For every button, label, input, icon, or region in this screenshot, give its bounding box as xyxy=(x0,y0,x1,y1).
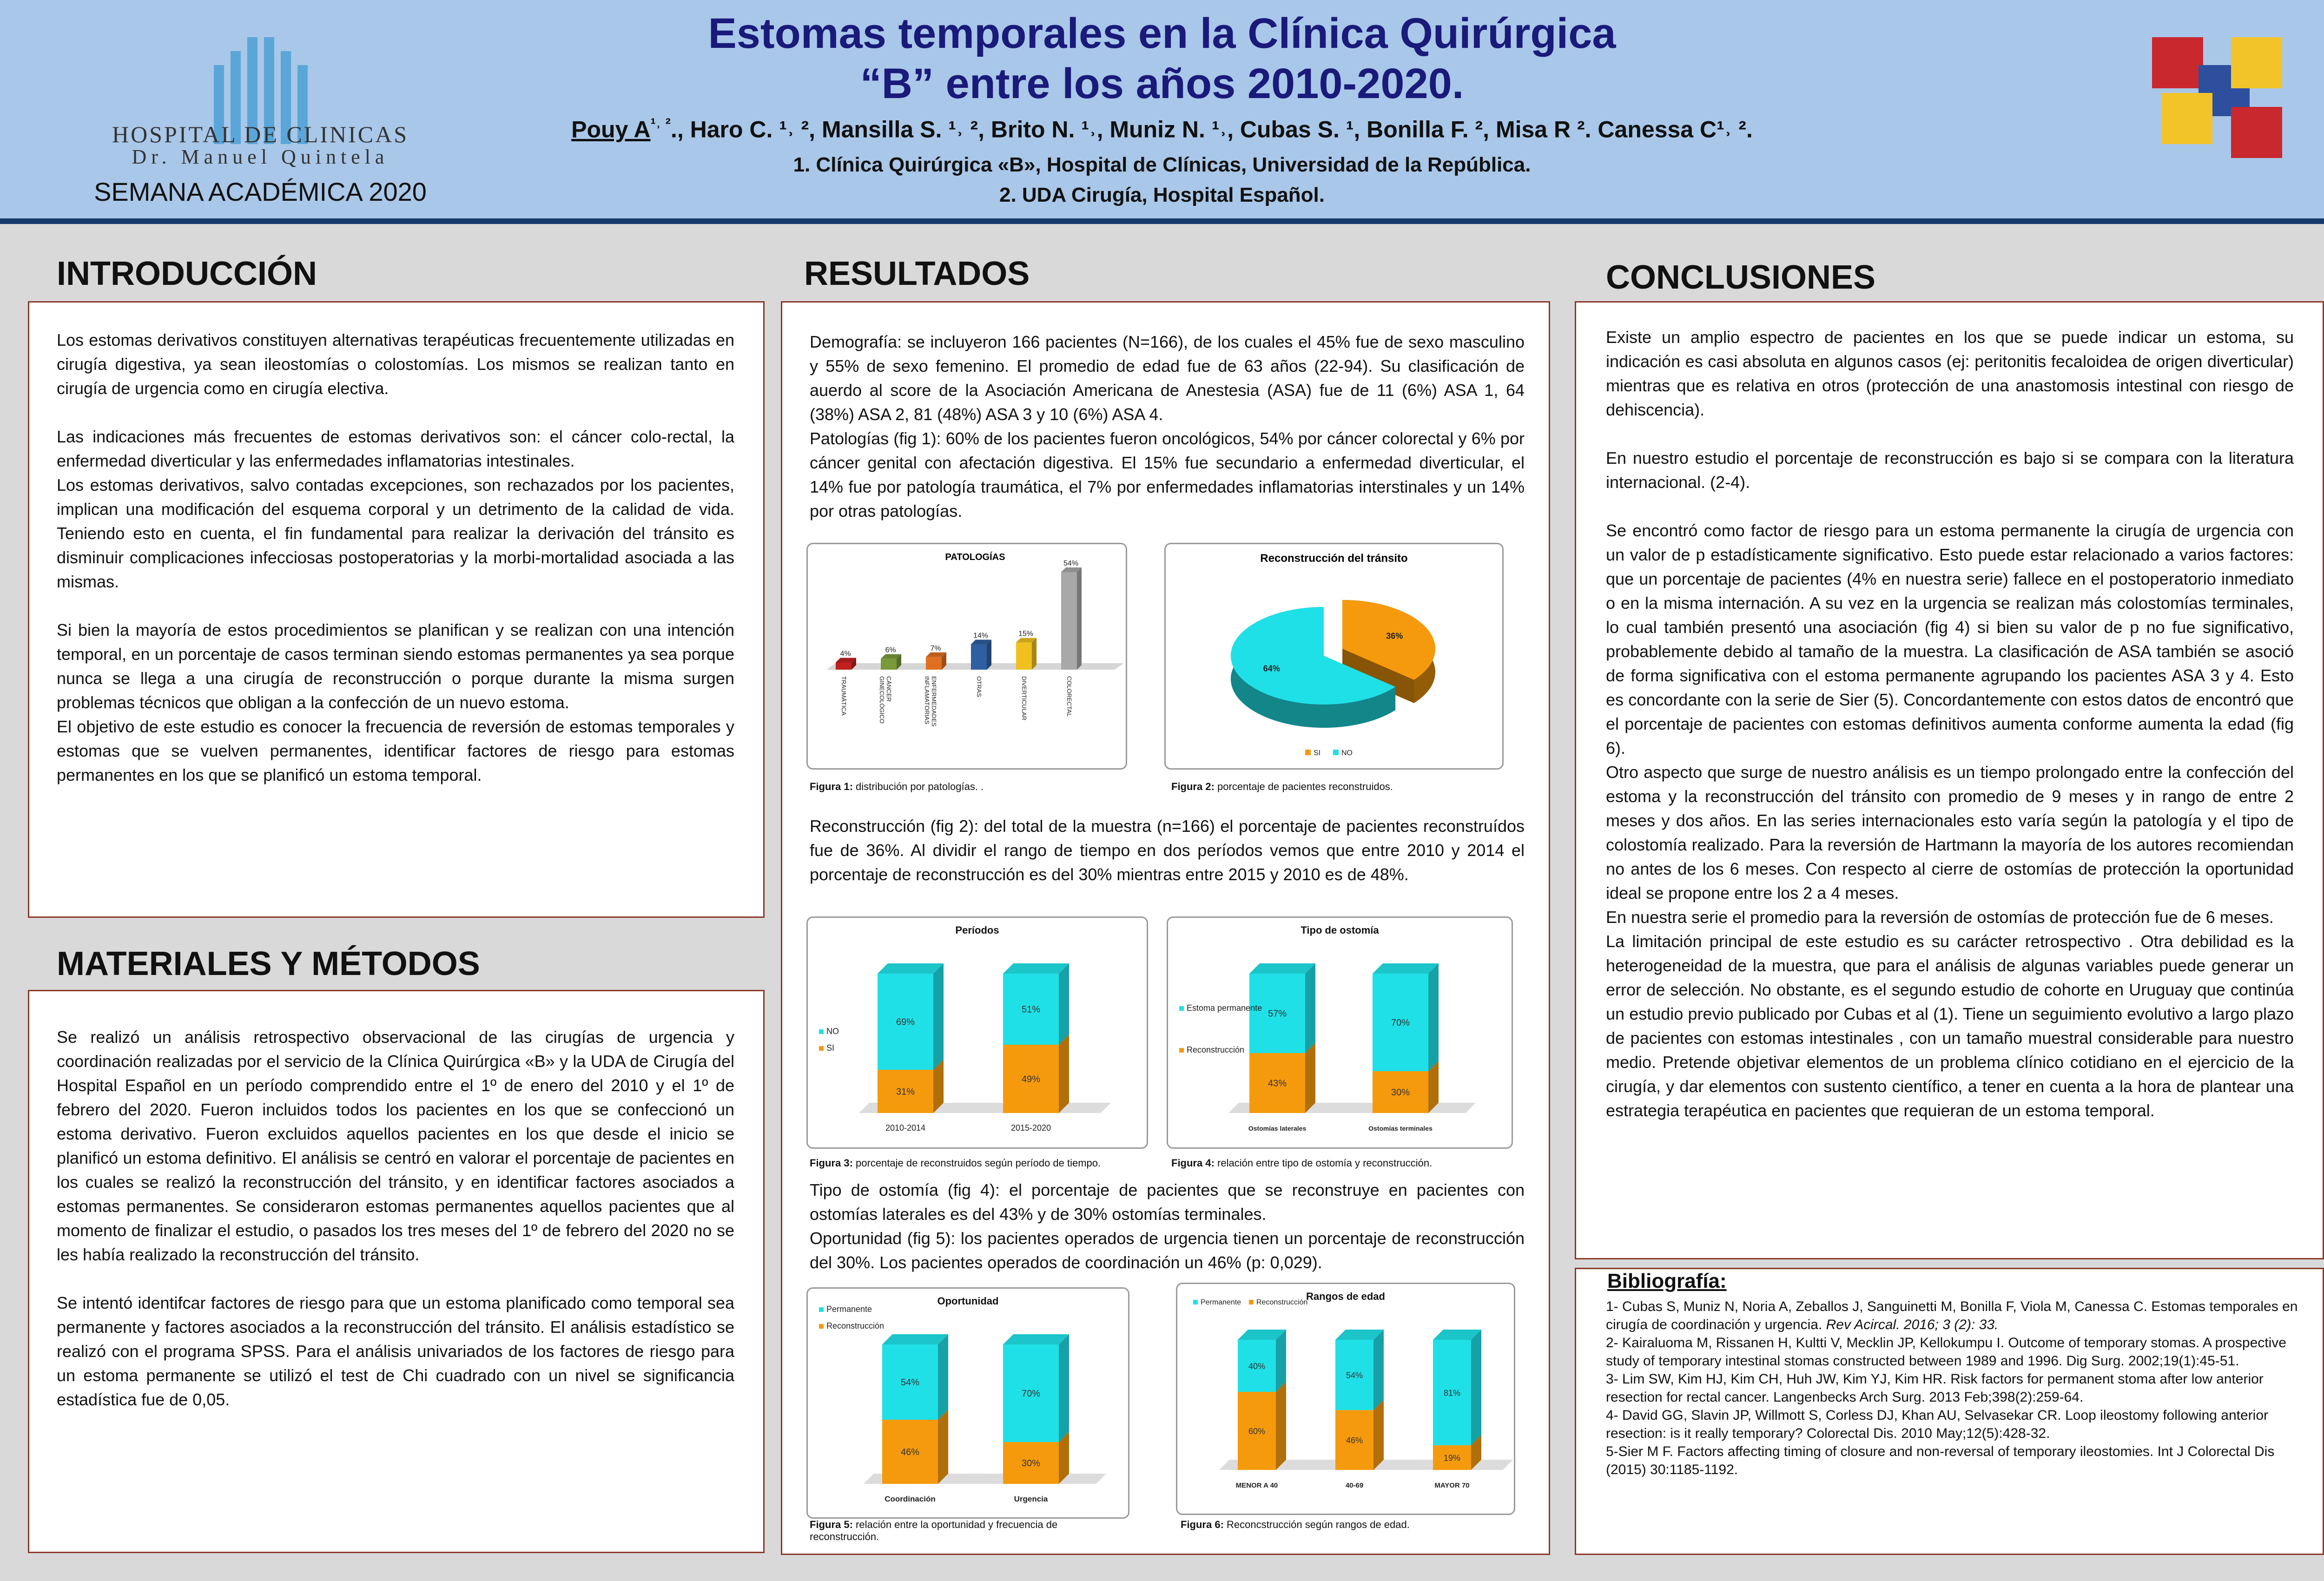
poster-title xyxy=(558,8,1766,109)
caption-text: porcentaje de pacientes reconstruidos. xyxy=(1214,781,1393,792)
legend-swatch xyxy=(819,1307,824,1312)
first-author-affil: ¹˒ ² xyxy=(650,115,671,133)
tipo-chart-svg xyxy=(1168,918,1512,1147)
data-label: 54% xyxy=(1346,1370,1363,1380)
pat-bar xyxy=(926,657,942,670)
category-label: 2015-2020 xyxy=(1010,1123,1051,1133)
figure-4-chart xyxy=(1167,916,1513,1149)
data-label: 7% xyxy=(930,644,941,652)
pat-bar xyxy=(836,662,852,670)
category-label-line: DIVERTICULAR xyxy=(1021,676,1028,721)
bibliography-item xyxy=(1606,1406,2303,1443)
bibliography-title: Bibliografía: xyxy=(1607,1270,1727,1292)
legend-label: Permanente xyxy=(826,1304,872,1314)
caption-text: distribución por patologías. . xyxy=(852,781,984,792)
results-paragraph: Reconstrucción (fig 2): del total de la muestra (n=166) el porcentaje de pacientes reconstruídos fue de 36%. Al dividir el rango de tiempo en dos períodos vemos que entre 2010 y 2014 el porcentaje de reconstrucción es del 30% mientras entre 2015 y 2010 es de 48%. xyxy=(810,817,1525,884)
figure-2-chart xyxy=(1164,543,1504,770)
bibliography-list xyxy=(1606,1298,2303,1479)
category-label-line: INFLAMATORIAS xyxy=(924,676,931,725)
bar-side xyxy=(933,963,944,1070)
bar-side xyxy=(1305,963,1315,1053)
bar-side xyxy=(1276,1382,1286,1470)
bibliography-item-text: 1- Cubas S, Muniz N, Noria A, Zeballos J, Sanguinetti M, Bonilla F, Viola M, Canessa C. Estomas temporales en cirugía de coordinación y urgencia. xyxy=(1606,1299,2298,1332)
chart-title: Reconstrucción del tránsito xyxy=(1260,552,1408,565)
figure-2-caption xyxy=(1171,781,1497,793)
edad-chart-svg xyxy=(1177,1284,1514,1514)
other-authors: ., Haro C. ¹˒ ², Mansilla S. ¹˒ ², Brito N. ¹˒, Muniz N. ¹˒, Cubas S. ¹, Bonilla F. ², Misa R ². Canessa C¹˒ ². xyxy=(670,116,1753,143)
intro-text xyxy=(57,328,734,787)
bar-side xyxy=(1059,1034,1069,1113)
chart-title: Rangos de edad xyxy=(1306,1291,1385,1302)
results-paragraph: Oportunidad (fig 5): los pacientes operados de urgencia tienen un porcentaje de reconstrucción del 30%. Los pacientes operados de coordinación un 46% (p: 0,029). xyxy=(810,1229,1525,1272)
bibliography-item xyxy=(1606,1443,2303,1479)
bar-top xyxy=(1003,1334,1069,1344)
results-text-bottom xyxy=(810,1178,1525,1275)
bar-side xyxy=(1059,1334,1069,1442)
bar-side xyxy=(1305,1043,1315,1113)
data-label: 54% xyxy=(900,1377,920,1388)
bibliography-item xyxy=(1606,1334,2303,1370)
conclusions-paragraph: Existe un amplio espectro de pacientes en los que se puede indicar un estoma, su indicación es casi absoluta en algunos casos (ej: peritonitis fecaloidea de origen diverticular) mientras que es relativa en otros (protección de una anastomosis intestinal con riesgo de dehiscencia). xyxy=(1606,328,2294,419)
bar-top xyxy=(1003,963,1069,974)
category-label xyxy=(924,676,938,727)
figure-4-caption xyxy=(1171,1157,1506,1169)
category-label: MENOR A 40 xyxy=(1235,1482,1278,1489)
bar-top xyxy=(1373,963,1439,974)
conclusions-paragraph: Otro aspecto que surge de nuestro análisis es un tiempo prolongado entre la confección del estoma y la reconstrucción del tránsito con promedio de 9 meses y in rango de entre 2 meses y dos años. En las series internacionales esto varía según la patología y el tipo de colostomía realizado. Para la reversión de Hartmann la mayoría de los autores recomiendan no antes de los 6 meses. Con respecto al cierre de ostomías de protección la oportunidad ideal se propone entre los 2 a 4 meses. xyxy=(1606,763,2294,902)
bibliography-item xyxy=(1606,1298,2303,1334)
figure-1-chart xyxy=(806,543,1127,770)
pat-bar xyxy=(971,645,987,670)
pie-label: 64% xyxy=(1263,664,1280,673)
patologias-bars xyxy=(826,560,1124,727)
bibliography-item-text: 5-Sier M F. Factors affecting timing of closure and non-reversal of temporary ileostomies. Int J Colorectal Dis (2015) 30:1185-1192. xyxy=(1606,1444,2275,1477)
bibliography-title-text: Bibliografía xyxy=(1607,1270,1720,1292)
data-label: 81% xyxy=(1443,1388,1461,1398)
bar-top xyxy=(878,963,944,974)
caption-label: Figura 4: xyxy=(1171,1157,1215,1169)
bar-top xyxy=(882,1334,948,1344)
caption-label: Figura 6: xyxy=(1181,1519,1224,1530)
patologias-chart-svg xyxy=(808,544,1126,768)
bar-top xyxy=(1249,963,1315,974)
intro-paragraph: Los estomas derivativos constituyen alternativas terapéuticas frecuentemente utilizadas en cirugía digestiva, ya sean ileostomías o colostomías. Los mismos se realizan tanto en cirugía de urgencia como en cirugía electiva. xyxy=(57,330,734,398)
authors xyxy=(511,115,1813,143)
category-label xyxy=(1021,676,1028,720)
legend-label: Reconstrucción xyxy=(826,1321,885,1331)
conclusions-paragraph: En nuestro estudio el porcentaje de reconstrucción es bajo si se compara con la literatura internacional. (2-4). xyxy=(1606,448,2294,492)
pie-label: 36% xyxy=(1386,631,1403,641)
legend-label: Reconstrucción xyxy=(1256,1298,1308,1306)
figure-3-caption xyxy=(810,1157,1135,1169)
legend-swatch xyxy=(1179,1048,1184,1053)
bar-side xyxy=(1471,1330,1481,1445)
figure-1-caption xyxy=(810,781,1089,793)
bibliography-item-text: 2- Kairaluoma M, Rissanen H, Kultti V, Mecklin JP, Kellokumpu I. Outcome of temporary stomas. A prospective study of temporary intestinal stomas constructed between 1989 and 1996. Dig Surg. 2002;19(1):45-51. xyxy=(1606,1335,2286,1369)
legend-swatch xyxy=(1249,1300,1254,1304)
category-label-line: OTRAS xyxy=(976,676,983,697)
pat-bar-side xyxy=(1077,567,1082,670)
category-label: Ostomías laterales xyxy=(1248,1125,1307,1132)
bibliography-item-text: 3- Lim SW, Kim HJ, Kim CH, Huh JW, Kim YJ, Kim HR. Risk factors for permanent stoma after low anterior resection for rectal cancer. Langenbecks Arch Surg. 2013 Feb;398(2):259-64. xyxy=(1606,1371,2264,1405)
conclusions-paragraph: En nuestra serie el promedio para la reversión de ostomías de protección fue de 6 meses. xyxy=(1606,908,2274,927)
legend-label: NO xyxy=(826,1027,839,1036)
intro-paragraph: Las indicaciones más frecuentes de estomas derivativos son: el cáncer colo-rectal, la enfermedad diverticular y las enfermedades inflamatorias intestinales. xyxy=(57,427,734,470)
reconstruccion-chart-svg xyxy=(1166,544,1502,768)
conclusions-text xyxy=(1606,325,2294,1123)
data-label: 40% xyxy=(1248,1362,1266,1371)
title-line-1: Estomas temporales en la Clínica Quirúrgica xyxy=(708,10,1616,57)
category-label: 2010-2014 xyxy=(885,1123,926,1133)
legend-label: Reconstrucción xyxy=(1187,1045,1245,1054)
legend-label: SI xyxy=(1314,749,1321,757)
category-label-line: CÁNCER xyxy=(885,676,892,702)
category-label-line: GINECOLÓGICO xyxy=(878,676,885,724)
results-text-top xyxy=(810,330,1525,523)
oportunidad-chart-svg xyxy=(808,1289,1128,1517)
methods-paragraph: Se realizó un análisis retrospectivo observacional de las cirugías de urgencia y coordinación realizadas por el servicio de la Clínica Quirúrgica «B» y la UDA de Cirugía del Hospital Español en un período comprendido entre el 1º de enero del 2010 y el 1º de febrero del 2020. Fueron incluidos todos los pacientes en los que se confeccionó un estoma derivativo. Fueron excluidos aquellos pacientes en los que desde el inicio se planificó un estoma definitivo. El análisis se centró en valorar el porcentaje de pacientes en los cuales se realizó la reconstrucción del tránsito, y en identificar factores asociados a estomas permanentes. Se consideraron estomas permanentes aquellos pacientes que al momento de finalizar el estudio, o pasados los tres meses del 1º de febrero del 2020 no se les había realizado la reconstrucción del tránsito. xyxy=(57,1028,734,1264)
category-label: Urgencia xyxy=(1014,1495,1048,1503)
category-label-line: COLORECTAL xyxy=(1066,676,1073,717)
data-label: 69% xyxy=(896,1017,915,1028)
data-label: 51% xyxy=(1021,1004,1041,1015)
data-label: 30% xyxy=(1391,1087,1410,1098)
conclusions-paragraph: La limitación principal de este estudio es su carácter retrospectivo . Otra debilidad es la heterogeneidad de la muestra, que para el análisis de algunas variables puede generar un error de selección. No obstante, es el segundo estudio de cohorte en Uruguay que continúa un estudio previo publicado por Cubas et al (1). Tiene un seguimiento evolutivo a largo plazo de pacientes con estomas intestinales , con un tamaño muestral considerable para nuestro medio. Pretende objetivar elementos de un problema clínico cotidiano en el ejercicio de la cirugía, y dar elementos con sustento científico, a tener en cuenta a la hora de plantear una estrategia terapéutica en pacientes que requieran de un estoma temporal. xyxy=(1606,932,2294,1120)
data-label: 19% xyxy=(1443,1453,1461,1463)
category-label: Coordinación xyxy=(885,1495,936,1503)
caption-text: relación entre tipo de ostomía y reconstrucción. xyxy=(1214,1157,1433,1169)
conclusions-title: CONCLUSIONES xyxy=(1606,259,1876,296)
category-label xyxy=(878,676,892,724)
category-label-line: TRAUMÁTICA xyxy=(840,676,847,716)
data-label: 31% xyxy=(896,1087,915,1097)
chart-title: Tipo de ostomía xyxy=(1301,924,1379,936)
bar-side xyxy=(1373,1400,1384,1470)
data-label: 57% xyxy=(1268,1008,1287,1019)
legend-label: NO xyxy=(1341,749,1353,757)
data-label: 70% xyxy=(1391,1018,1410,1028)
bar-side xyxy=(1428,963,1439,1071)
conclusions-paragraph: Se encontró como factor de riesgo para un estoma permanente la cirugía de urgencia con un valor de p estadísticamente significativo. Esto puede estar relacionado a varios factores: que un porcentaje de pacientes (4% en nuestra serie) fallece en el postoperatorio inmediato o en la misma internación. A su vez en la urgencia se realizan más colostomías terminales, lo cual también presentó una asociación (fig 4) si bien su valor de p no fue significativo, probablemente debido al tamaño de la muestra. La clasificación de ASA también se asoció de forma significativa con el estoma permanente agrupando los pacientes ASA 3 y 4. Esto es concordante con la serie de Sier (5). Concordantemente con estos datos de encontró que el porcentaje de pacientes con estomas definitivos aumenta conforme aumenta la edad (fig 6). xyxy=(1606,521,2294,758)
caption-text: porcentaje de reconstruidos según período de tiempo. xyxy=(852,1157,1101,1169)
event-name: SEMANA ACADÉMICA 2020 xyxy=(94,177,427,206)
legend-swatch xyxy=(1193,1300,1198,1304)
data-label: 15% xyxy=(1018,630,1034,638)
bar-side xyxy=(1373,1330,1384,1410)
results-title: RESULTADOS xyxy=(804,255,1030,292)
caption-label: Figura 3: xyxy=(810,1157,853,1169)
intro-paragraph: Los estomas derivativos, salvo contadas excepciones, son rechazados por los pacientes, implican una modificación del esquema corporal y un detrimento de la calidad de vida. Teniendo esto en cuenta, el fin fundamental para realizar la derivación del tránsito es disminuir complicaciones infecciosas postoperatorias y la morbi-mortalidad asociada a las mismas. xyxy=(57,475,734,591)
affiliation-1: 1. Clínica Quirúrgica «B», Hospital de Clínicas, Universidad de la República. xyxy=(793,153,1531,176)
caption-label: Figura 2: xyxy=(1171,781,1215,792)
intro-title: INTRODUCCIÓN xyxy=(57,255,317,292)
category-label: 40-69 xyxy=(1345,1482,1364,1489)
methods-text xyxy=(57,1025,734,1412)
category-label-line: ENFERMEDADES xyxy=(931,676,938,727)
title-line-2: “B” entre los años 2010-2020. xyxy=(860,60,1464,107)
figure-5-chart xyxy=(806,1287,1129,1519)
data-label: 60% xyxy=(1248,1427,1266,1436)
results-paragraph: Patologías (fig 1): 60% de los pacientes fueron oncológicos, 54% por cáncer colorectal y 6% por cáncer genital con afectación digestiva. El 15% fue secundario a enfermedad diverticular, el 14% fue por patología traumática, el 7% por enfermedades inflamatorias interstinales y un 14% por otras patologías. xyxy=(810,429,1525,520)
methods-title: MATERIALES Y MÉTODOS xyxy=(57,945,480,982)
chart-title: PATOLOGÍAS xyxy=(945,552,1005,562)
chart-title: Períodos xyxy=(955,924,999,936)
category-label xyxy=(1066,676,1073,717)
bibliography-item-source: Rev Acircal. 2016; 3 (2): 33. xyxy=(1826,1317,1999,1332)
legend-label: Permanente xyxy=(1201,1298,1241,1306)
legend-label: Estoma permanente xyxy=(1187,1003,1262,1013)
data-label: 46% xyxy=(1346,1436,1363,1445)
data-label: 46% xyxy=(900,1447,920,1457)
legend-swatch xyxy=(819,1029,824,1034)
pat-bar xyxy=(1016,643,1032,670)
hospital-logo xyxy=(74,28,446,214)
data-label: 54% xyxy=(1063,560,1079,567)
header-divider xyxy=(0,218,2324,224)
category-label: MAYOR 70 xyxy=(1434,1482,1470,1489)
figure-6-caption xyxy=(1181,1519,1506,1531)
category-label xyxy=(840,676,847,716)
bar-side xyxy=(1059,963,1069,1045)
legend-label: SI xyxy=(826,1043,835,1053)
methods-paragraph: Se intentó identifcar factores de riesgo para que un estoma planificado como temporal sea permanente y factores asociados a la reconstrucción del tránsito. El análisis estadístico se realizó con el programa SPSS. Para el análisis univariados de los factores de riesgo para un estoma permanente se utilizó el test de Chi cuadrado con un nivel se significancia estadística fue de 0,05. xyxy=(57,1293,734,1409)
legend-swatch xyxy=(1333,750,1339,755)
pat-bar-side xyxy=(987,640,991,670)
figure-5-caption xyxy=(810,1519,1126,1543)
data-label: 6% xyxy=(885,646,896,654)
results-paragraph: Demografía: se incluyeron 166 pacientes (N=166), de los cuales el 45% fue de sexo masculino y 55% de sexo femenino. El promedio de edad fue de 63 años (22-94). Su clasificación de auerdo al score de la Asociación Americana de Anestesia (ASA) fue de 11 (6%) ASA 1, 64 (38%) ASA 2, 81 (48%) ASA 3 y 10 (6%) ASA 4. xyxy=(810,332,1525,424)
legend-swatch xyxy=(819,1046,824,1051)
institution-logo-icon xyxy=(2152,37,2282,167)
category-label xyxy=(976,676,983,697)
affiliation-2: 2. UDA Cirugía, Hospital Español. xyxy=(999,184,1325,206)
caption-text: relación entre la oportunidad y frecuencia de reconstrucción. xyxy=(810,1519,1058,1542)
legend-swatch xyxy=(819,1324,824,1329)
figure-3-chart xyxy=(806,916,1148,1149)
results-paragraph: Tipo de ostomía (fig 4): el porcentaje de pacientes que se reconstruye en pacientes con ostomías laterales es del 43% y de 30% ostomías terminales. xyxy=(810,1180,1525,1224)
data-label: 43% xyxy=(1268,1078,1287,1089)
chart-title: Oportunidad xyxy=(937,1295,999,1307)
caption-label: Figura 5: xyxy=(810,1519,853,1530)
hospital-name: HOSPITAL DE CLINICAS xyxy=(112,121,409,147)
results-text-middle xyxy=(810,814,1525,887)
legend-swatch xyxy=(1305,750,1311,755)
hospital-subtitle: Dr. Manuel Quintela xyxy=(132,145,389,168)
data-label: 14% xyxy=(973,632,989,640)
figure-6-chart xyxy=(1176,1283,1515,1515)
intro-paragraph: El objetivo de este estudio es conocer la frecuencia de reversión de estomas temporales y estomas que se vuelven permanentes, identificar factores de riesgo para estomas permanentes en los que se planificó un estoma temporal. xyxy=(57,717,734,784)
data-label: 30% xyxy=(1021,1458,1041,1469)
pat-bar xyxy=(881,659,897,670)
bar-side xyxy=(1276,1330,1286,1392)
category-label: Ostomías terminales xyxy=(1368,1125,1433,1132)
first-author: Pouy A xyxy=(571,116,651,143)
pat-bar-side xyxy=(1032,638,1037,670)
caption-text: Reconcstrucción según rangos de edad. xyxy=(1223,1519,1410,1530)
bar-side xyxy=(938,1410,948,1484)
periodos-chart-svg xyxy=(808,918,1147,1147)
reconstruccion-pie xyxy=(1231,600,1435,757)
data-label: 70% xyxy=(1021,1389,1041,1399)
bar-side xyxy=(938,1334,948,1420)
legend-swatch xyxy=(1179,1006,1184,1011)
data-label: 4% xyxy=(840,650,851,658)
caption-label: Figura 1: xyxy=(810,781,853,792)
pat-bar xyxy=(1061,572,1077,670)
bibliography-item xyxy=(1606,1370,2303,1406)
data-label: 49% xyxy=(1021,1074,1041,1085)
intro-paragraph: Si bien la mayoría de estos procedimientos se planifican y se realizan con una intención temporal, en un porcentaje de casos terminan siendo estomas permanentes ya sea porque nunca se llega a una cirugía de reconstrucción o porque durante la misma surgen problemas técnicos que obligan a la confección de un nuevo estoma. xyxy=(57,620,734,712)
bibliography-item-text: 4- David GG, Slavin JP, Willmott S, Corless DJ, Khan AU, Selvasekar CR. Loop ileostomy following anterior resection: is it really temporary? Colorectal Dis. 2010 May;12(5):428-32. xyxy=(1606,1408,2268,1441)
